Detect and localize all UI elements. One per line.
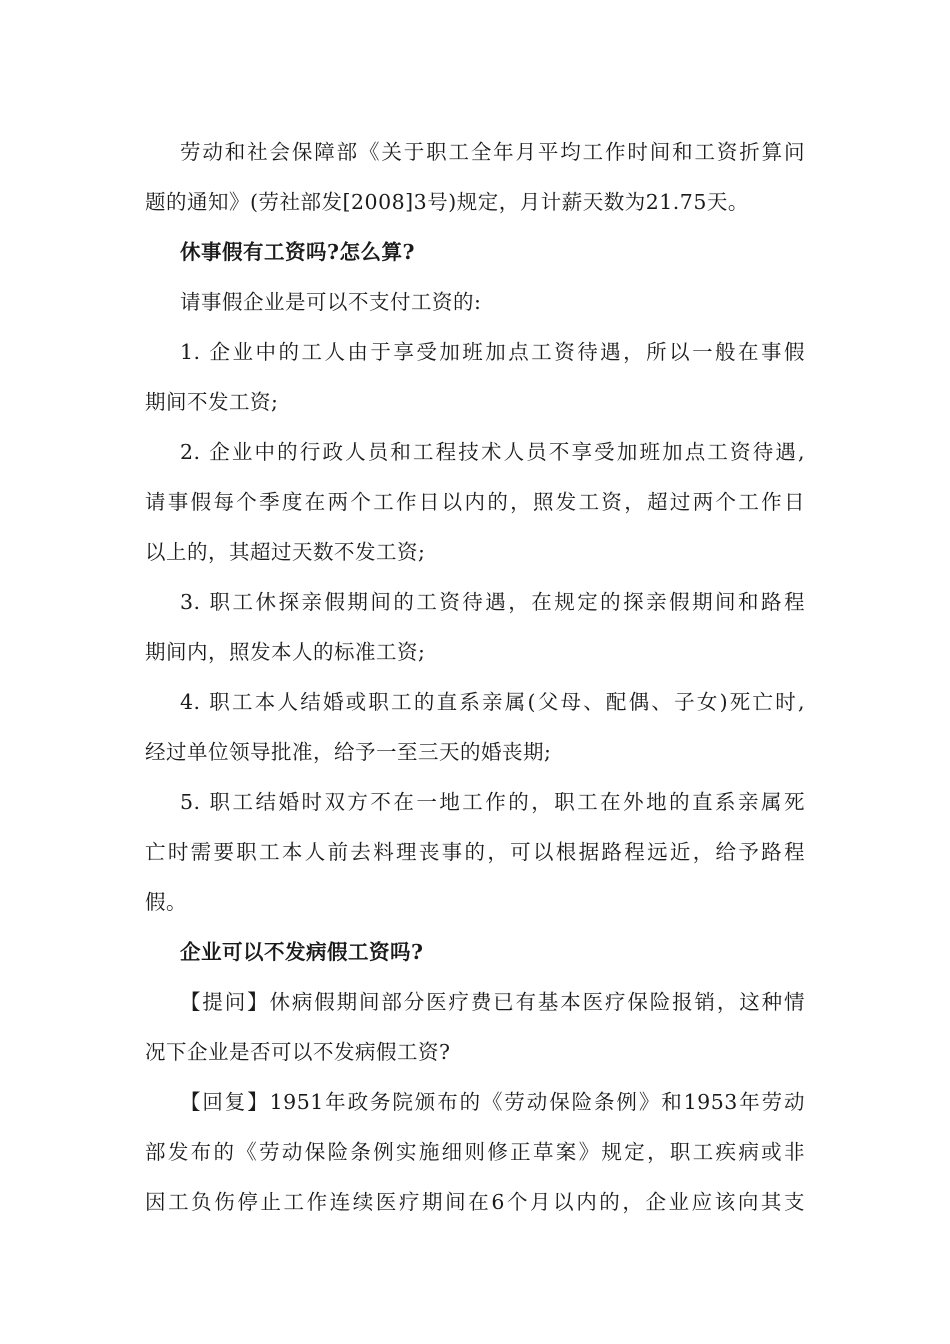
question-line: 【提问】休病假期间部分医疗费已有基本医疗保险报销，这种情 bbox=[180, 990, 805, 1014]
answer-line: 【回复】1951年政务院颁布的《劳动保险条例》和1953年劳动 bbox=[180, 1090, 805, 1114]
list-item-line: 5. 职工结婚时双方不在一地工作的，职工在外地的直系亲属死 bbox=[180, 790, 805, 814]
list-item-line: 以上的，其超过天数不发工资; bbox=[145, 540, 426, 564]
list-item-line: 期间内，照发本人的标准工资; bbox=[145, 640, 426, 664]
answer-line: 部发布的《劳动保险条例实施细则修正草案》规定，职工疾病或非 bbox=[145, 1140, 805, 1164]
list-item-line: 3. 职工休探亲假期间的工资待遇，在规定的探亲假期间和路程 bbox=[180, 590, 805, 614]
list-item-line: 期间不发工资; bbox=[145, 390, 279, 414]
list-item-line: 请事假每个季度在两个工作日以内的，照发工资，超过两个工作日 bbox=[145, 490, 805, 514]
paragraph-line: 题的通知》(劳社部发[2008]3号)规定，月计薪天数为21.75天。 bbox=[145, 190, 749, 214]
section-heading: 休事假有工资吗?怎么算? bbox=[180, 240, 416, 264]
list-item-line: 1. 企业中的工人由于享受加班加点工资待遇，所以一般在事假 bbox=[180, 340, 805, 364]
list-item-line: 2. 企业中的行政人员和工程技术人员不享受加班加点工资待遇, bbox=[180, 440, 805, 464]
paragraph-line: 请事假企业是可以不支付工资的: bbox=[180, 290, 482, 314]
list-item-line: 4. 职工本人结婚或职工的直系亲属(父母、配偶、子女)死亡时, bbox=[180, 690, 805, 714]
list-item-line: 亡时需要职工本人前去料理丧事的，可以根据路程远近，给予路程 bbox=[145, 840, 805, 864]
list-item-line: 假。 bbox=[145, 890, 187, 914]
list-item-line: 经过单位领导批准，给予一至三天的婚丧期; bbox=[145, 740, 552, 764]
section-heading: 企业可以不发病假工资吗? bbox=[180, 940, 424, 964]
paragraph-line: 劳动和社会保障部《关于职工全年月平均工作时间和工资折算问 bbox=[180, 140, 805, 164]
question-line: 况下企业是否可以不发病假工资? bbox=[145, 1040, 451, 1064]
answer-line: 因工负伤停止工作连续医疗期间在6个月以内的，企业应该向其支 bbox=[145, 1190, 805, 1214]
